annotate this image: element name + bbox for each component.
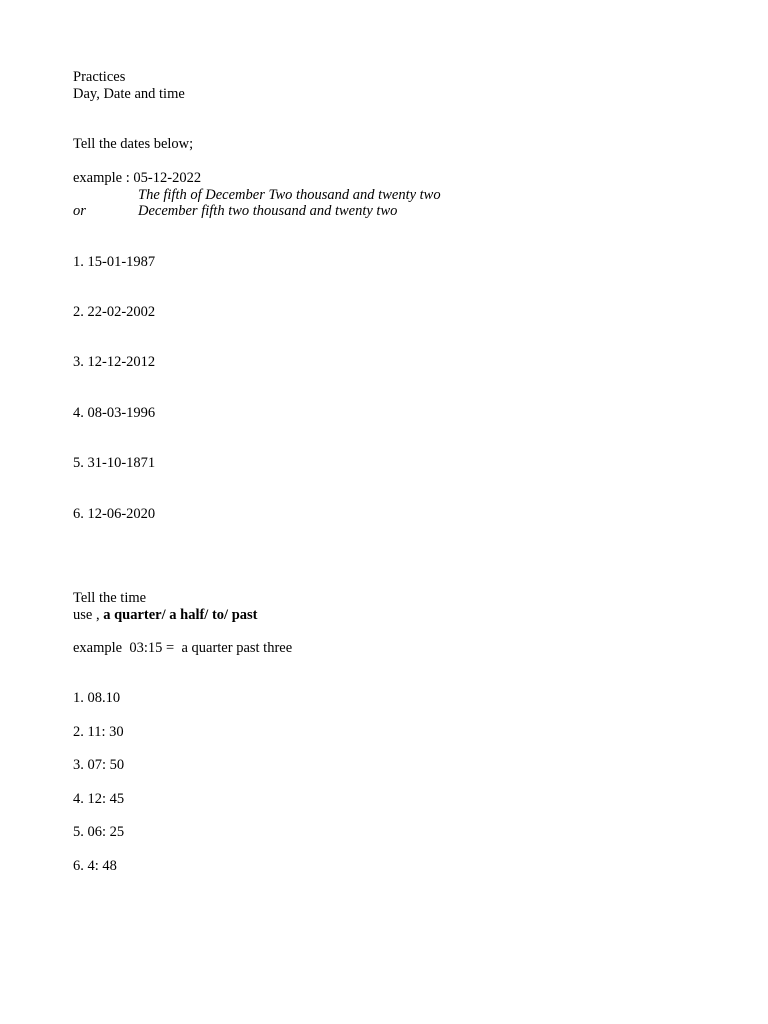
date-item: 6. 12-06-2020 [73, 506, 156, 522]
time-item: 2. 11: 30 [73, 724, 124, 740]
time-example: example 03:15 = a quarter past three [73, 640, 293, 656]
time-item: 6. 4: 48 [73, 858, 117, 874]
example-reading-1: The fifth of December Two thousand and twenty two [138, 187, 441, 203]
use-terms: a quarter/ a half/ to/ past [103, 607, 258, 623]
example-date: 05-12-2022 [133, 170, 202, 186]
date-item: 5. 31-10-1871 [73, 455, 156, 471]
time-item: 3. 07: 50 [73, 757, 125, 773]
dates-example-line [73, 170, 201, 187]
example-reading-2: December fifth two thousand and twenty two [138, 203, 398, 219]
time-use-line [73, 607, 257, 624]
document-title: Practices [73, 69, 126, 85]
date-item: 2. 22-02-2002 [73, 304, 156, 320]
date-item: 4. 08-03-1996 [73, 405, 156, 421]
dates-instruction: Tell the dates below; [73, 136, 194, 152]
or-label: or [73, 203, 86, 219]
time-item: 4. 12: 45 [73, 791, 125, 807]
time-item: 1. 08.10 [73, 690, 121, 706]
date-item: 1. 15-01-1987 [73, 254, 156, 270]
document-subtitle: Day, Date and time [73, 86, 185, 102]
use-prefix: use , [73, 607, 104, 623]
time-item: 5. 06: 25 [73, 824, 125, 840]
date-item: 3. 12-12-2012 [73, 354, 156, 370]
example-label: example : [73, 170, 134, 186]
time-instruction: Tell the time [73, 590, 147, 606]
